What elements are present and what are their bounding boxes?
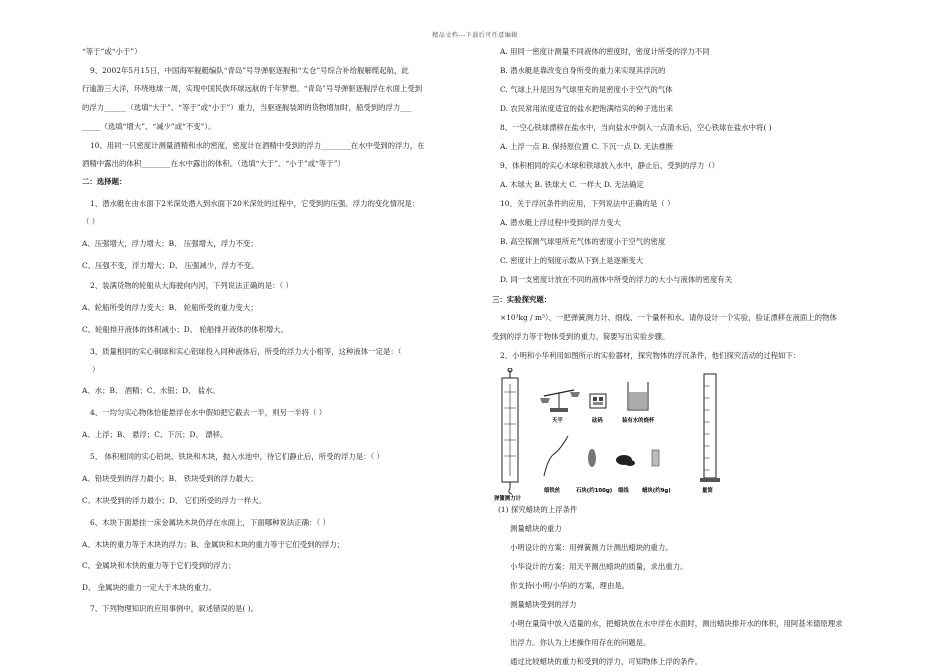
graduated-cylinder bbox=[700, 374, 720, 482]
xiaoming-buoyancy-1: 小明在量筒中放入适量的水，把蜡块放在水中浮在水面时，测出蜡块排开水的体积，用阿基米德原理求 bbox=[510, 619, 843, 628]
c2-options-ab: A、轮船所受的浮力变大；B、 轮船所受的重力变大； bbox=[82, 303, 258, 312]
label-wax: 蜡块(约9g) bbox=[642, 488, 671, 494]
e1-line-1: ×10³kg / m³）、一把弹簧测力计、细线、一个量杯和水。请你设计一个实验，验证漂移在液面上的物体 bbox=[500, 313, 837, 322]
c7-option-b: B. 潜水艇是靠改变自身所受的重力来实现其浮沉的 bbox=[500, 66, 666, 75]
label-thread: 细线 bbox=[618, 488, 629, 494]
c5-options-cd: C、木块受到的浮力最小；D、 它们所受的浮力一样大。 bbox=[82, 496, 266, 505]
c4-options: A、上浮；B、 悬浮；C、下沉；D、 漂移。 bbox=[82, 430, 228, 439]
xiaohua-plan: 小华设计的方案：用天平测出蜡块的质量，求出重力。 bbox=[510, 562, 688, 571]
c6-options-ab: A、木块的重力等于木块的浮力；B、金属块和木块的重力等于它们受到的浮力； bbox=[82, 540, 345, 549]
thread bbox=[616, 455, 635, 466]
c3-options: A、水；B、 酒精；C、水银；D、 盐水。 bbox=[82, 386, 220, 395]
c3-paren: ） bbox=[92, 365, 100, 374]
q8-tail: “等于”或“小于”） bbox=[82, 47, 142, 56]
c5-options-ab: A、铅块受到的浮力最小；B、 铁块受到的浮力最大； bbox=[82, 474, 258, 483]
apparatus-figure bbox=[492, 368, 752, 502]
c7-option-a: A. 用同一密度计测量不同液体的密度时，密度计所受的浮力不同 bbox=[500, 47, 710, 56]
c10-option-b: B. 高空探测气球里所充气体的密度小于空气的密度 bbox=[500, 237, 666, 246]
c2-stem: 2、装满货物的轮船从大海驶向内河，下列说法正确的是：（ ） bbox=[90, 281, 293, 290]
q9-line-2: 行逾游三大洋，环绕地球一周，实现中国民族环球远航的千年梦想。“青岛”号导弹驱逐舰浮在水面上受到 bbox=[82, 84, 423, 93]
c8-stem: 8、一空心铁球漂移在盐水中，当向盐水中倒入一点清水后，空心铁球在盐水中将( ) bbox=[500, 123, 772, 132]
e1-line-2: 受到的浮力等于物体受到的重力。简要写出实验步骤。 bbox=[492, 332, 670, 341]
c7-stem: 7、下列物理知识的应用事例中，叙述错误的是( )。 bbox=[90, 604, 259, 613]
c8-options: A. 上浮一点 B. 保持原位置 C. 下沉一点 D. 无法推断 bbox=[500, 142, 674, 151]
c1-stem: 1、潜水艇在由水面下2米深处潜入到水面下20米深处的过程中，它受到的压强、浮力的变化情况是： bbox=[90, 199, 420, 208]
section-choice-title: 二：选择题： bbox=[82, 177, 127, 186]
q10-line-2: 酒精中露出的体积________在水中露出的体积。（选填“大于”、“小于”或“等于”） bbox=[82, 159, 345, 168]
q9-line-1: 9、2002年5月15日，中国海军舰艇编队“青岛”号导弹驱逐舰和“太仓”号综合补给舰解缆起航，此 bbox=[90, 66, 409, 75]
iron-wire bbox=[544, 436, 568, 476]
c1-options-ab: A、压强增大，浮力增大；B、 压强增大，浮力不变； bbox=[82, 239, 258, 248]
measure-buoyancy: 测量蜡块受到的浮力 bbox=[510, 600, 577, 609]
spring-scale bbox=[502, 368, 518, 494]
c3-stem: 3、质量相同的实心铜球和实心铝球投入同种液体后，所受的浮力大小相等，这种液体一定是：（ bbox=[90, 347, 402, 356]
section-experiment-title: 三：实验探究题： bbox=[492, 295, 552, 304]
label-weights: 砝码 bbox=[592, 418, 603, 424]
measure-weight: 测量蜡块的重力 bbox=[510, 524, 562, 533]
part1-title: (1) 探究蜡块的上浮条件 bbox=[498, 505, 578, 514]
xiaoming-buoyancy-2: 出浮力。你认为上述操作用存在的问题是。 bbox=[510, 638, 651, 647]
q9-line-3: 的浮力______（选填“大于”、“等于”或“小于”）重力，当驱逐舰装卸的货物增加时，船受到的浮力___ bbox=[82, 103, 412, 112]
c1-paren: （ ） bbox=[82, 217, 100, 226]
q9-line-4: _____（选填“增大”、“减少”或“不变”）。 bbox=[82, 122, 216, 131]
c7-option-c: C. 气球上升是因为气球里充的是密度小于空气的气体 bbox=[500, 85, 673, 94]
label-cylinder: 量筒 bbox=[702, 488, 713, 494]
label-beaker: 装有水的烧杯 bbox=[622, 418, 655, 424]
q10-line-1: 10、用同一只密度计测量酒精和水的密度，密度计在酒精中受到的浮力________在水中受到的浮力，在 bbox=[90, 141, 425, 150]
c10-option-c: C. 密度计上的刻度示数从下到上是逐渐变大 bbox=[500, 256, 644, 265]
c5-stem: 5、 体积相同的实心铅块、铁块和木块，抛入水池中，待它们静止后，所受的浮力是：（ ） bbox=[90, 452, 384, 461]
label-stone: 石块(约100g) bbox=[576, 488, 613, 494]
c10-option-a: A. 潜水艇上浮过程中受到的浮力变大 bbox=[500, 218, 621, 227]
xiaoming-plan: 小明设计的方案：用弹簧测力计测出蜡块的重力。 bbox=[510, 543, 673, 552]
balance bbox=[540, 390, 580, 412]
e2-stem: 2、小明和小华利用如图所示的实验器材，探究物体的浮沉条件，他们探究活动的过程如下： bbox=[500, 351, 801, 360]
c7-option-d: D. 农民常用浓度适宜的盐水把饱满结实的种子选出来 bbox=[500, 104, 673, 113]
c1-options-cd: C、压强不变，浮力增大；D、 压强减少，浮力不变。 bbox=[82, 261, 259, 270]
label-wire: 细铁丝 bbox=[544, 488, 561, 494]
c9-options: A. 木球大 B. 铁球大 C. 一样大 D. 无法确定 bbox=[500, 180, 644, 189]
c6-option-d: D、 金属块的重力一定大于木块的重力。 bbox=[82, 583, 216, 592]
label-balance: 天平 bbox=[552, 418, 563, 424]
compare-condition: 通过比较蜡块的重力和受到的浮力，可知物体上浮的条件。 bbox=[510, 657, 703, 666]
c9-stem: 9、体积相同的实心木球和铁球放入水中，静止后，受到的浮力（） bbox=[500, 161, 720, 170]
page-header: 精品文档---下载后可任意编辑 bbox=[432, 32, 518, 39]
support-choice: 你支持(小明/小华)的方案，理由是。 bbox=[510, 581, 630, 590]
stone bbox=[588, 449, 596, 467]
c6-stem: 6、木块下面悬挂一床金属块木块仍浮在水面上，下面哪种说法正确：（ ） bbox=[90, 518, 330, 527]
c10-stem: 10、关于浮沉条件的应用，下列说法中正确的是（ ） bbox=[500, 199, 675, 208]
c10-option-d: D. 同一支密度计放在不同的液体中所受的浮力的大小与液体的密度有关 bbox=[500, 275, 733, 284]
weights-box bbox=[590, 394, 606, 408]
c4-stem: 4、一均匀实心物体恰能悬浮在水中假如把它截去一半，则另一半将（ ） bbox=[90, 408, 327, 417]
label-spring-scale: 弹簧测力计 bbox=[494, 496, 521, 502]
c2-options-cd: C、轮船排开液体的体积减小；D、 轮船排开液体的体积增大。 bbox=[82, 325, 289, 334]
c6-option-c: C、金属块和木快的重力等于它们受到的浮力； bbox=[82, 561, 236, 570]
beaker bbox=[628, 382, 648, 410]
wax-block bbox=[652, 450, 659, 466]
